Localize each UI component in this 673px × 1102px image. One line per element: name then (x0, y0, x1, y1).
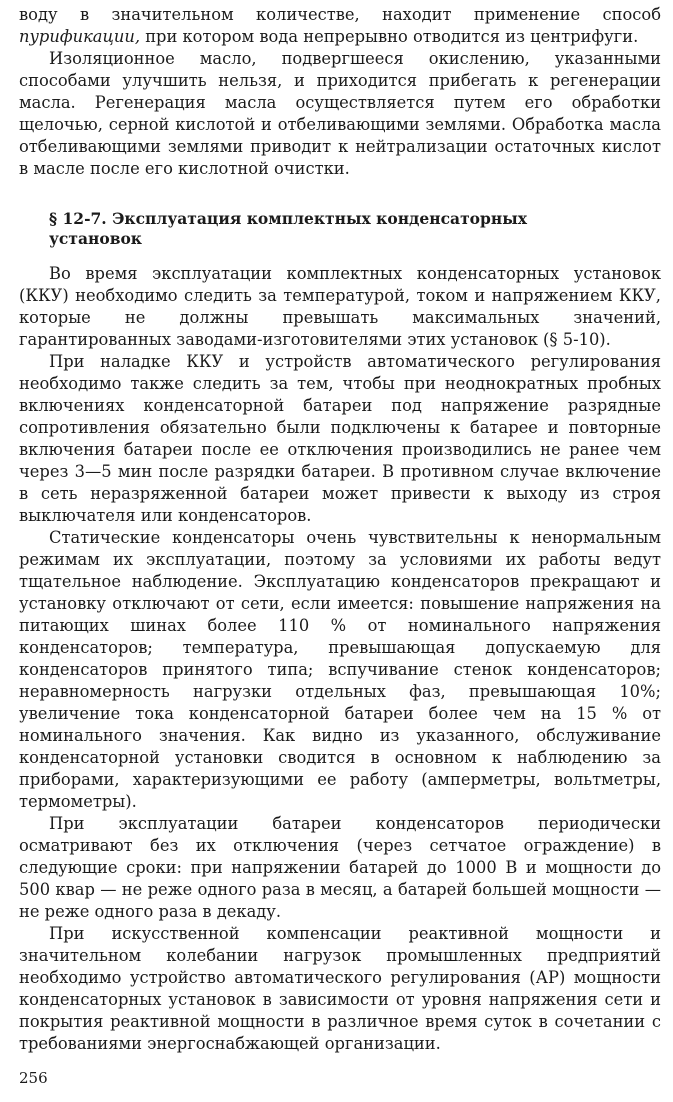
paragraph: Изоляционное масло, подвергшееся окислению, указанными способами улучшить нельзя, и приходится прибегать к регенерации масла. Регенерация масла осуществляется путем его обработки щелочью, серной кислотой и отбеливающими землями. Обработка масла отбеливающими землями приводит к нейтрализации остаточных кислот в масле после его кислотной очистки. (19, 49, 661, 178)
emphasized-term: пурификации, (19, 27, 141, 46)
page-number: 256 (19, 1069, 48, 1087)
paragraph: Во время эксплуатации комплектных конденсаторных установок (ККУ) необходимо следить за температурой, током и напряжением ККУ, которые не должны превышать максимальных значений, гарантированных заводами-изготовителями этих установок (§ 5-10). (19, 264, 661, 349)
paragraph-text: воду в значительном количестве, находит применение способ (19, 5, 661, 24)
document-page (19, 4, 661, 1055)
paragraph: При искусственной компенсации реактивной мощности и значительном колебании нагрузок промышленных предприятий необходимо устройство автоматического регулирования (АР) мощности конденсаторных установок в зависимости от уровня напряжения сети и покрытия реактивной мощности в различное время суток в сочетании с требованиями энергоснабжающей организации. (19, 924, 661, 1053)
paragraph: Статические конденсаторы очень чувствительны к ненормальным режимам их эксплуатации, поэтому за условиями их работы ведут тщательное наблюдение. Эксплуатацию конденсаторов прекращают и установку отключают от сети, если имеется: повышение напряжения на питающих шинах более 110 % от номинального напряжения конденсаторов; температура, превышающая допускаемую для конденсаторов принятого типа; вспучивание стенок конденсаторов; неравномерность нагрузки отдельных фаз, превышающая 10%; увеличение тока конденсаторной батареи более чем на 15 % от номинального значения. Как видно из указанного, обслуживание конденсаторной установки сводится в основном к наблюдению за приборами, характеризующими ее работу (амперметры, вольтметры, термометры). (19, 528, 661, 811)
section-heading: § 12-7. Эксплуатация комплектных конденсаторных установок (49, 209, 527, 248)
paragraph-continued (19, 4, 661, 48)
paragraph: При наладке ККУ и устройств автоматического регулирования необходимо также следить за тем, чтобы при неоднократных пробных включениях конденсаторной батареи под напряжение разрядные сопротивления обязательно были подключены к батарее и повторные включения батареи после ее отключения производились не ранее чем через 3—5 мин после разрядки батареи. В противном случае включение в сеть неразряженной батареи может привести к выходу из строя выключателя или конденсаторов. (19, 352, 661, 525)
paragraph: При эксплуатации батареи конденсаторов периодически осматривают без их отключения (через сетчатое ограждение) в следующие сроки: при напряжении батарей до 1000 В и мощности до 500 квар — не реже одного раза в месяц, а батарей большей мощности — не реже одного раза в декаду. (19, 814, 661, 921)
paragraph-text: при котором вода непрерывно отводится из центрифуги. (140, 27, 639, 46)
